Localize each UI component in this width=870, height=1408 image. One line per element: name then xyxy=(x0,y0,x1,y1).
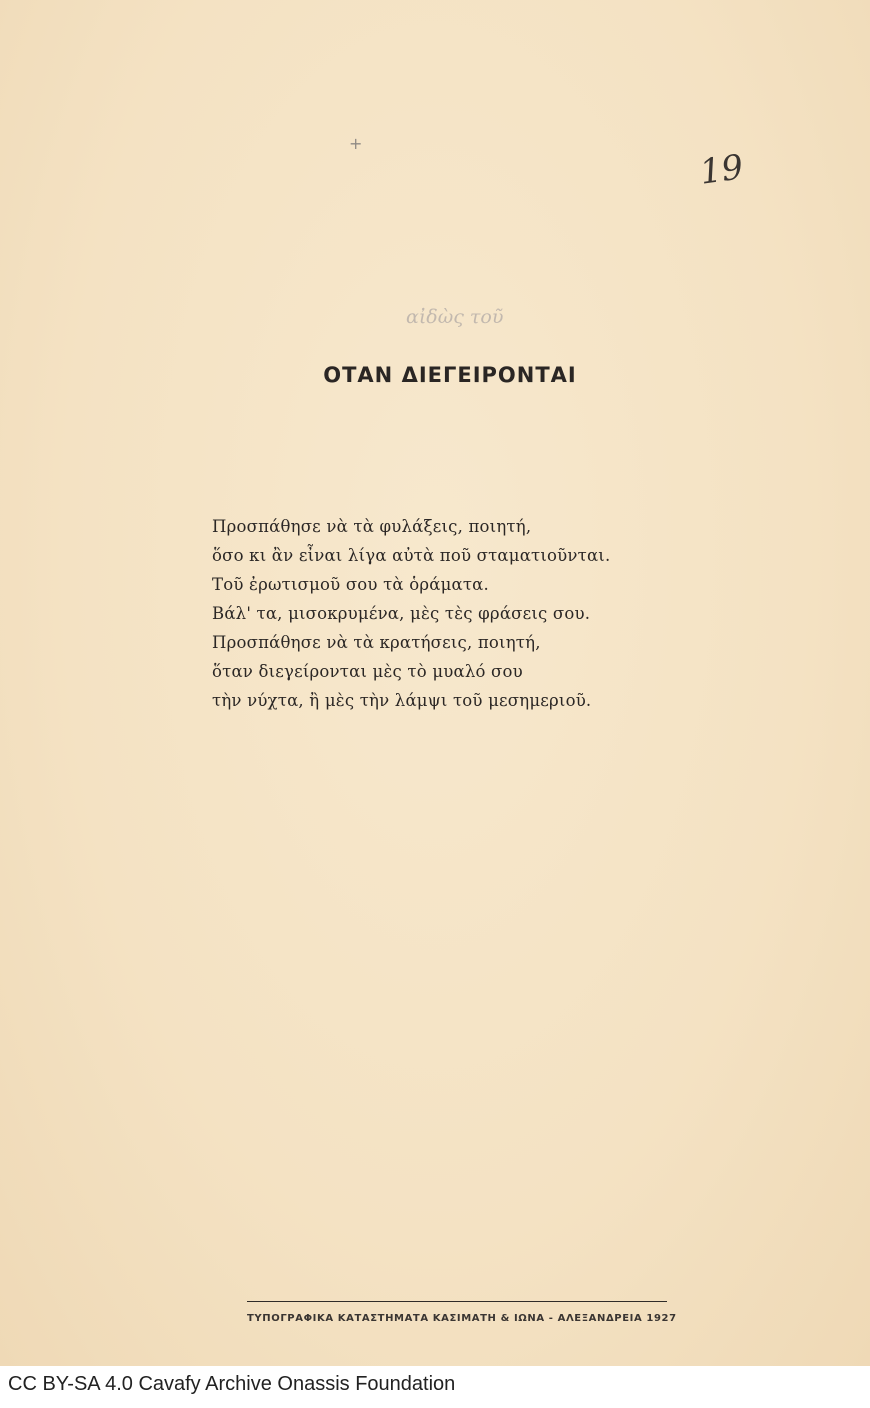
archive-credit: CC BY-SA 4.0 Cavafy Archive Onassis Foundation xyxy=(8,1373,456,1395)
poem-line: τὴν νύχτα, ἢ μὲς τὴν λάμψι τοῦ μεσημεριοῦ. xyxy=(212,691,592,710)
imprint-divider xyxy=(247,1301,667,1302)
poem-line: Τοῦ ἐρωτισμοῦ σου τὰ ὁράματα. xyxy=(212,575,489,594)
pencil-annotation: αἰδὼς τοῦ xyxy=(406,306,504,328)
poem-line: Προσπάθησε νὰ τὰ κρατήσεις, ποιητή, xyxy=(212,633,541,652)
poem-title: ΟΤΑΝ ΔΙΕΓΕΙΡΟΝΤΑΙ xyxy=(323,363,577,387)
handwritten-page-number: 19 xyxy=(697,147,746,193)
printer-imprint: ΤΥΠΟΓΡΑΦΙΚΑ ΚΑΤΑΣΤΗΜΑΤΑ ΚΑΣΙΜΑΤΗ & ΙΩΝΑ - ΑΛΕΞΑΝΔΡΕΙΑ 1927 xyxy=(247,1313,677,1324)
pencil-mark: + xyxy=(349,134,363,153)
poem-body xyxy=(212,512,610,715)
poem-line: ὅταν διεγείρονται μὲς τὸ μυαλό σου xyxy=(212,662,523,681)
poem-line: ὅσο κι ἂν εἶναι λίγα αὐτὰ ποῦ σταματιοῦνται. xyxy=(212,546,611,565)
poem-line: Προσπάθησε νὰ τὰ φυλάξεις, ποιητή, xyxy=(212,517,532,536)
poem-line: Βάλ' τα, μισοκρυμένα, μὲς τὲς φράσεις σου. xyxy=(212,604,591,623)
